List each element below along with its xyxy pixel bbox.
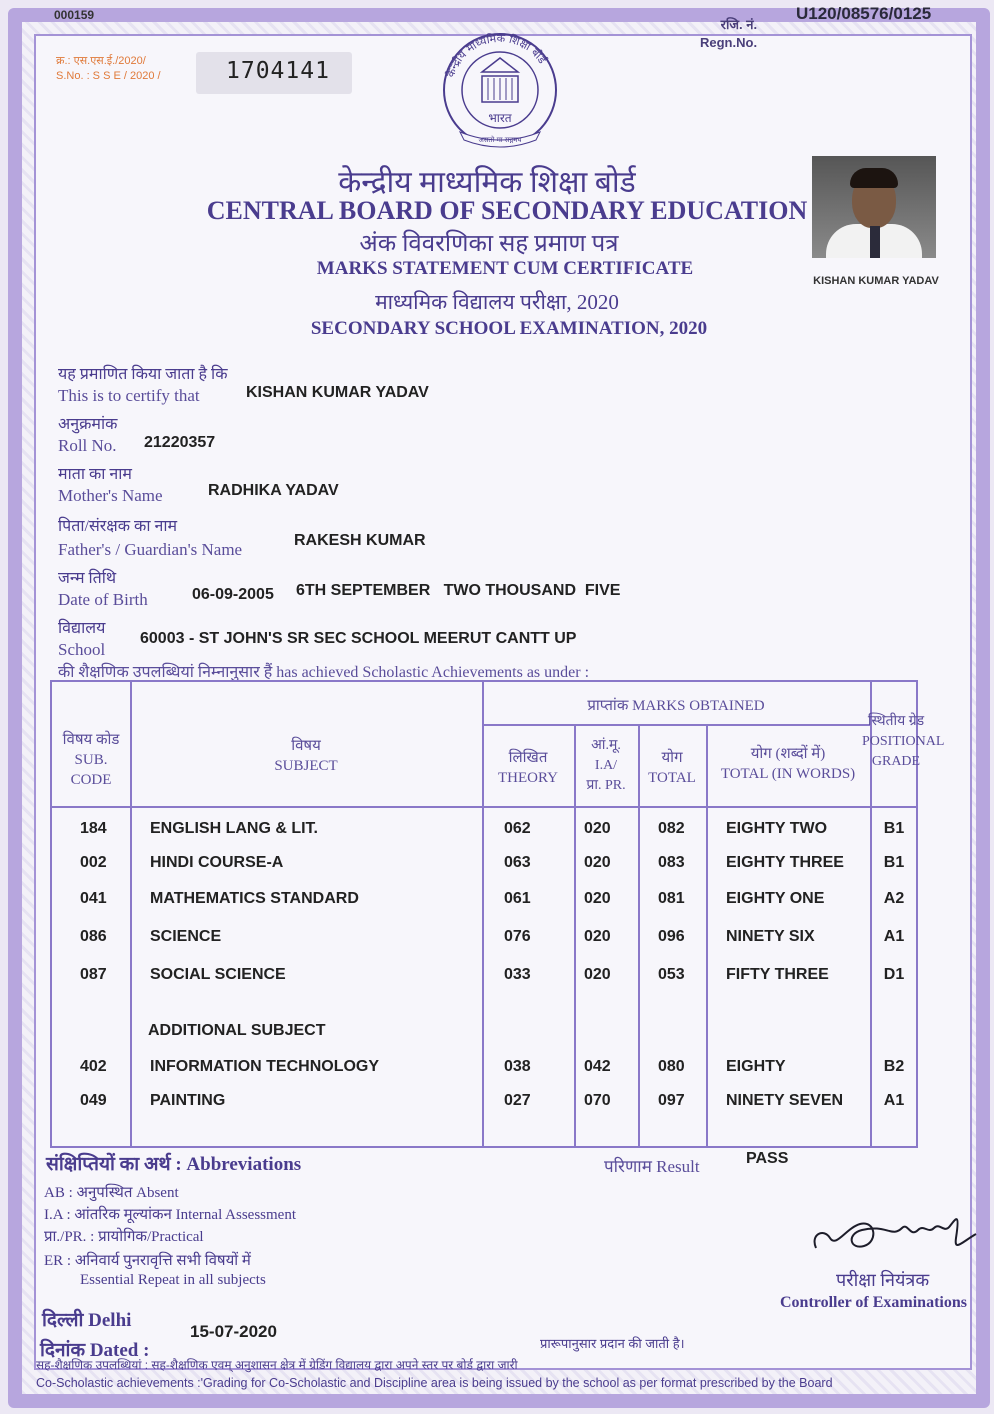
place: दिल्ली Delhi bbox=[42, 1310, 132, 1331]
cell-total: 081 bbox=[658, 890, 685, 907]
dob-label-hi: जन्म तिथि bbox=[58, 570, 117, 587]
school-label-en: School bbox=[58, 640, 106, 659]
cell-grade: B2 bbox=[883, 1058, 905, 1075]
cell-code: 041 bbox=[80, 890, 107, 907]
regn-label-en: Regn.No. bbox=[700, 35, 758, 50]
certify-label-en: This is to certify that bbox=[58, 386, 200, 405]
cell-theory: 038 bbox=[504, 1058, 531, 1075]
cell-theory: 027 bbox=[504, 1092, 531, 1109]
sno-label bbox=[56, 54, 196, 84]
cell-ia: 020 bbox=[584, 966, 611, 983]
certificate-number: 1704141 bbox=[196, 52, 352, 94]
cell-theory: 062 bbox=[504, 820, 531, 837]
exam-title-hindi: माध्यमिक विद्यालय परीक्षा, 2020 bbox=[375, 290, 619, 314]
col-header-total bbox=[638, 748, 706, 788]
certificate-title-hindi: अंक विवरणिका सह प्रमाण पत्र bbox=[359, 231, 619, 257]
total-header-en: TOTAL bbox=[648, 770, 696, 786]
dated-label: दिनांक Dated : bbox=[40, 1340, 150, 1361]
cell-subject: PAINTING bbox=[150, 1092, 226, 1109]
cell-total: 083 bbox=[658, 854, 685, 871]
code-header-en2: CODE bbox=[70, 772, 112, 788]
cbse-emblem-icon bbox=[430, 28, 570, 154]
cell-code: 086 bbox=[80, 928, 107, 945]
controller-title-en: Controller of Examinations bbox=[780, 1294, 967, 1311]
grade-header-hi: स्थितीय ग्रेड bbox=[867, 714, 925, 729]
cell-grade: B1 bbox=[883, 820, 905, 837]
cell-total: 053 bbox=[658, 966, 685, 983]
sno-line-en: S.No. : S S E / 2020 / bbox=[56, 70, 161, 82]
cell-code: 184 bbox=[80, 820, 107, 837]
student-name: KISHAN KUMAR YADAV bbox=[246, 384, 429, 401]
photo-caption: KISHAN KUMAR YADAV bbox=[813, 275, 939, 287]
cell-ia: 070 bbox=[584, 1092, 611, 1109]
student-photo bbox=[812, 156, 936, 258]
certify-label-hi: यह प्रमाणित किया जाता है कि bbox=[58, 366, 228, 383]
cell-subject: SCIENCE bbox=[150, 928, 222, 945]
ia-header-en: I.A/ bbox=[594, 758, 618, 773]
col-header-grade bbox=[862, 712, 945, 772]
mother-label-en: Mother's Name bbox=[58, 486, 163, 505]
ia-header-pr: प्रा. PR. bbox=[586, 778, 626, 793]
serial-number: 000159 bbox=[54, 8, 95, 22]
cell-words: FIFTY THREE bbox=[726, 966, 829, 983]
grade-header-en2: GRADE bbox=[871, 754, 921, 769]
grade-header-en1: POSITIONAL bbox=[862, 734, 945, 749]
subject-header-en: SUBJECT bbox=[274, 758, 338, 774]
cell-code: 049 bbox=[80, 1092, 107, 1109]
col-header-theory bbox=[482, 748, 574, 788]
cell-total: 096 bbox=[658, 928, 685, 945]
roll-label-en: Roll No. bbox=[58, 436, 117, 455]
abbr-practical: प्रा./PR. : प्रायोगिक/Practical bbox=[44, 1229, 204, 1245]
marks-obtained-header: प्राप्तांक MARKS OBTAINED bbox=[587, 698, 765, 714]
cell-words: EIGHTY ONE bbox=[726, 890, 825, 907]
cell-theory: 061 bbox=[504, 890, 531, 907]
roll-number: 21220357 bbox=[144, 434, 216, 451]
cell-grade: B1 bbox=[883, 854, 905, 871]
cell-ia: 020 bbox=[584, 890, 611, 907]
cell-total: 082 bbox=[658, 820, 685, 837]
footer-line2: सह-शैक्षणिक उपलब्धियां : सह-शैक्षणिक एवम् अनुशासन क्षेत्र में ग्रेडिंग विद्यालय द्वारा अपने स्तर पर बोर्ड द्वारा जारी bbox=[36, 1358, 518, 1372]
cell-total: 097 bbox=[658, 1092, 685, 1109]
exam-title-english: SECONDARY SCHOOL EXAMINATION, 2020 bbox=[310, 318, 708, 339]
result-label: परिणाम Result bbox=[604, 1157, 700, 1176]
cell-ia: 020 bbox=[584, 854, 611, 871]
roll-label-hi: अनुक्रमांक bbox=[58, 416, 118, 433]
code-header-hi: विषय कोड bbox=[62, 732, 120, 748]
footer-line1: प्रारूपानुसार प्रदान की जाती है। bbox=[540, 1336, 685, 1351]
cell-grade: D1 bbox=[883, 966, 905, 983]
result-value: PASS bbox=[746, 1150, 789, 1167]
cell-theory: 063 bbox=[504, 854, 531, 871]
cell-words: EIGHTY bbox=[726, 1058, 786, 1075]
words-header-en: TOTAL (IN WORDS) bbox=[720, 766, 856, 782]
cell-code: 087 bbox=[80, 966, 107, 983]
mother-name: RADHIKA YADAV bbox=[208, 482, 339, 499]
regn-label bbox=[700, 16, 757, 52]
code-header-en1: SUB. bbox=[74, 752, 108, 768]
controller-title-hi: परीक्षा नियंत्रक bbox=[836, 1270, 930, 1290]
cell-words: EIGHTY THREE bbox=[726, 854, 844, 871]
cell-theory: 033 bbox=[504, 966, 531, 983]
dob-in-words: 6TH SEPTEMBER TWO THOUSAND FIVE bbox=[296, 582, 621, 599]
father-label-en: Father's / Guardian's Name bbox=[58, 540, 243, 559]
dob-label-en: Date of Birth bbox=[58, 590, 148, 609]
cell-words: NINETY SIX bbox=[726, 928, 815, 945]
col-header-ia bbox=[574, 736, 638, 796]
school-label-hi: विद्यालय bbox=[58, 620, 106, 637]
regn-label-hi: रजि. नं. bbox=[720, 17, 758, 32]
cell-subject: SOCIAL SCIENCE bbox=[150, 966, 286, 983]
board-title-hindi: केन्द्रीय माध्यमिक शिक्षा बोर्ड bbox=[338, 166, 636, 199]
col-header-code bbox=[52, 730, 130, 790]
date-of-birth: 06-09-2005 bbox=[192, 586, 274, 603]
emblem-motto: असतो मा सद्गमय bbox=[478, 136, 522, 144]
cell-subject: INFORMATION TECHNOLOGY bbox=[150, 1058, 380, 1075]
subject-header-hi: विषय bbox=[291, 738, 321, 754]
col-header-subject bbox=[130, 736, 482, 776]
theory-header-en: THEORY bbox=[498, 770, 558, 786]
father-name: RAKESH KUMAR bbox=[294, 532, 426, 549]
cell-code: 402 bbox=[80, 1058, 107, 1075]
emblem-ring-text: केन्द्रीय माध्यमिक शिक्षा बोर्ड bbox=[443, 31, 549, 80]
cell-subject: MATHEMATICS STANDARD bbox=[150, 890, 359, 907]
cell-words: EIGHTY TWO bbox=[726, 820, 828, 837]
cell-ia: 042 bbox=[584, 1058, 611, 1075]
regn-number: U120/08576/0125 bbox=[796, 4, 932, 23]
theory-header-hi: लिखित bbox=[508, 750, 548, 766]
board-title-english: CENTRAL BOARD OF SECONDARY EDUCATION bbox=[206, 196, 808, 225]
abbr-internal-assessment: I.A : आंतरिक मूल्यांकन Internal Assessment bbox=[44, 1207, 296, 1223]
father-label-hi: पिता/संरक्षक का नाम bbox=[58, 518, 178, 535]
cell-theory: 076 bbox=[504, 928, 531, 945]
cell-ia: 020 bbox=[584, 820, 611, 837]
abbr-essential-repeat-en: Essential Repeat in all subjects bbox=[80, 1272, 266, 1288]
abbreviations-title: संक्षिप्तियों का अर्थ : Abbreviations bbox=[46, 1154, 302, 1175]
total-header-hi: योग bbox=[661, 750, 683, 766]
cell-grade: A1 bbox=[883, 928, 905, 945]
cell-subject: ENGLISH LANG & LIT. bbox=[150, 820, 318, 837]
additional-subject-label: ADDITIONAL SUBJECT bbox=[148, 1022, 326, 1039]
cell-subject: HINDI COURSE-A bbox=[150, 854, 284, 871]
sno-line-hi: क्र.: एस.एस.ई./2020/ bbox=[56, 55, 146, 67]
words-header-hi: योग (शब्दों में) bbox=[750, 746, 826, 762]
col-header-words bbox=[706, 744, 870, 784]
certificate-title-english: MARKS STATEMENT CUM CERTIFICATE bbox=[316, 258, 694, 279]
controller-signature bbox=[806, 1198, 982, 1268]
abbr-essential-repeat: ER : अनिवार्य पुनरावृत्ति सभी विषयों में bbox=[44, 1253, 251, 1269]
footer-line3: Co-Scholastic achievements :'Grading for Co-Scholastic and Discipline area is being issued by the school as per format prescribed by the Board bbox=[36, 1376, 833, 1390]
cell-grade: A1 bbox=[883, 1092, 905, 1109]
abbr-absent: AB : अनुपस्थित Absent bbox=[44, 1185, 179, 1201]
issue-date: 15-07-2020 bbox=[190, 1322, 277, 1341]
ia-header-hi: आं.मू. bbox=[591, 738, 621, 753]
achievements-intro: की शैक्षणिक उपलब्धियां निम्नानुसार हैं has achieved Scholastic Achievements as under : bbox=[58, 664, 590, 681]
mother-label-hi: माता का नाम bbox=[58, 466, 133, 483]
cell-total: 080 bbox=[658, 1058, 685, 1075]
cell-words: NINETY SEVEN bbox=[726, 1092, 844, 1109]
emblem-base-text: भारत bbox=[488, 111, 512, 125]
cell-ia: 020 bbox=[584, 928, 611, 945]
cell-grade: A2 bbox=[883, 890, 905, 907]
marks-table bbox=[50, 680, 945, 1148]
school-name: 60003 - ST JOHN'S SR SEC SCHOOL MEERUT CANTT UP bbox=[140, 630, 577, 647]
cell-code: 002 bbox=[80, 854, 107, 871]
